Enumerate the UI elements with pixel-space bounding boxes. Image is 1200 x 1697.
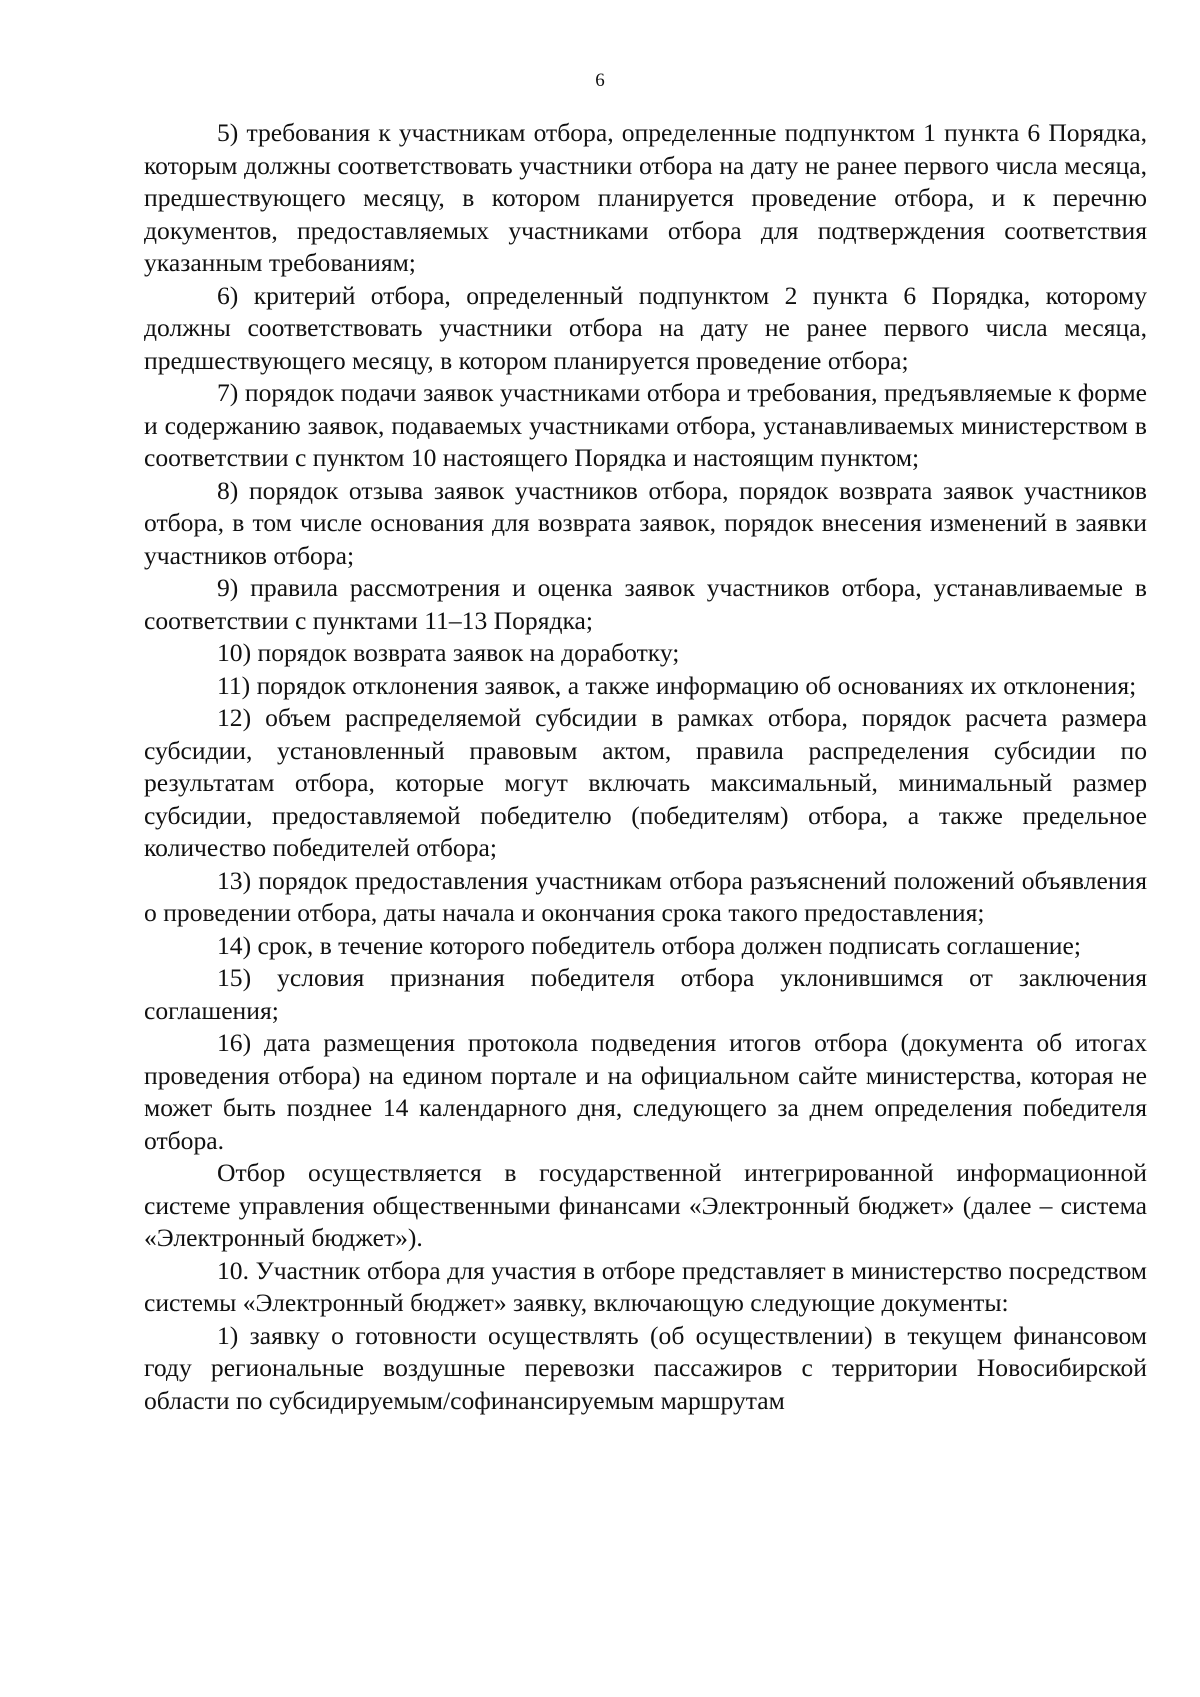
paragraph-item-13: 13) порядок предоставления участникам отбора разъяснений положений объявления о проведении отбора, даты начала и окончания срока такого предоставления; (144, 865, 1147, 927)
paragraph-item-9: 9) правила рассмотрения и оценка заявок участников отбора, устанавливаемые в соответствии с пунктами 11–13 Порядка; (144, 573, 1147, 635)
paragraph-item-14: 14) срок, в течение которого победитель отбора должен подписать соглашение; (217, 930, 1081, 960)
paragraph-item-5: 5) требования к участникам отбора, определенные подпунктом 1 пункта 6 Порядка, которым должны соответствовать участники отбора на дату не ранее первого числа месяца, предшествующего месяцу, в котором планируется проведение отбора, и к перечню документов, предоставляемых участниками отбора для подтверждения соответствия указанным требованиям; (144, 118, 1147, 277)
page-number: 6 (595, 70, 605, 91)
paragraph-electronic-budget: Отбор осуществляется в государственной интегрированной информационной системе управления общественными финансами «Электронный бюджет» (далее – система «Электронный бюджет»). (144, 1158, 1147, 1252)
paragraph-item-7: 7) порядок подачи заявок участниками отбора и требования, предъявляемые к форме и содержанию заявок, подаваемых участниками отбора, устанавливаемых министерством в соответствии с пунктом 10 настоящего Порядка и настоящим пунктом; (144, 378, 1147, 472)
paragraph-item-8: 8) порядок отзыва заявок участников отбора, порядок возврата заявок участников отбора, в том числе основания для возврата заявок, порядок внесения изменений в заявки участников отбора; (144, 475, 1147, 570)
document-body (144, 117, 1147, 1417)
paragraph-item-11: 11) порядок отклонения заявок, а также информацию об основаниях их отклонения; (217, 670, 1137, 700)
paragraph-item-12: 12) объем распределяемой субсидии в рамках отбора, порядок расчета размера субсидии, установленный правовым актом, правила распределения субсидии по результатам отбора, которые могут включать максимальный, минимальный размер субсидии, предоставляемой победителю (победителям) отбора, а также предельное количество победителей отбора; (144, 703, 1147, 862)
paragraph-item-6: 6) критерий отбора, определенный подпунктом 2 пункта 6 Порядка, которому должны соответствовать участники отбора на дату не ранее первого числа месяца, предшествующего месяцу, в котором планируется проведение отбора; (144, 280, 1147, 375)
paragraph-item-15: 15) условия признания победителя отбора уклонившимся от заключения соглашения; (144, 963, 1147, 1025)
paragraph-item-16: 16) дата размещения протокола подведения итогов отбора (документа об итогах проведения отбора) на едином портале и на официальном сайте министерства, которая не может быть позднее 14 календарного дня, следующего за днем определения победителя отбора. (144, 1028, 1147, 1155)
paragraph-subitem-1: 1) заявку о готовности осуществлять (об осуществлении) в текущем финансовом году региональные воздушные перевозки пассажиров с территории Новосибирской области по субсидируемым/софинансируемым маршрутам (144, 1320, 1147, 1415)
paragraph-point-10: 10. Участник отбора для участия в отборе представляет в министерство посредством системы «Электронный бюджет» заявку, включающую следующие документы: (144, 1255, 1147, 1317)
paragraph-item-10: 10) порядок возврата заявок на доработку; (217, 638, 680, 667)
